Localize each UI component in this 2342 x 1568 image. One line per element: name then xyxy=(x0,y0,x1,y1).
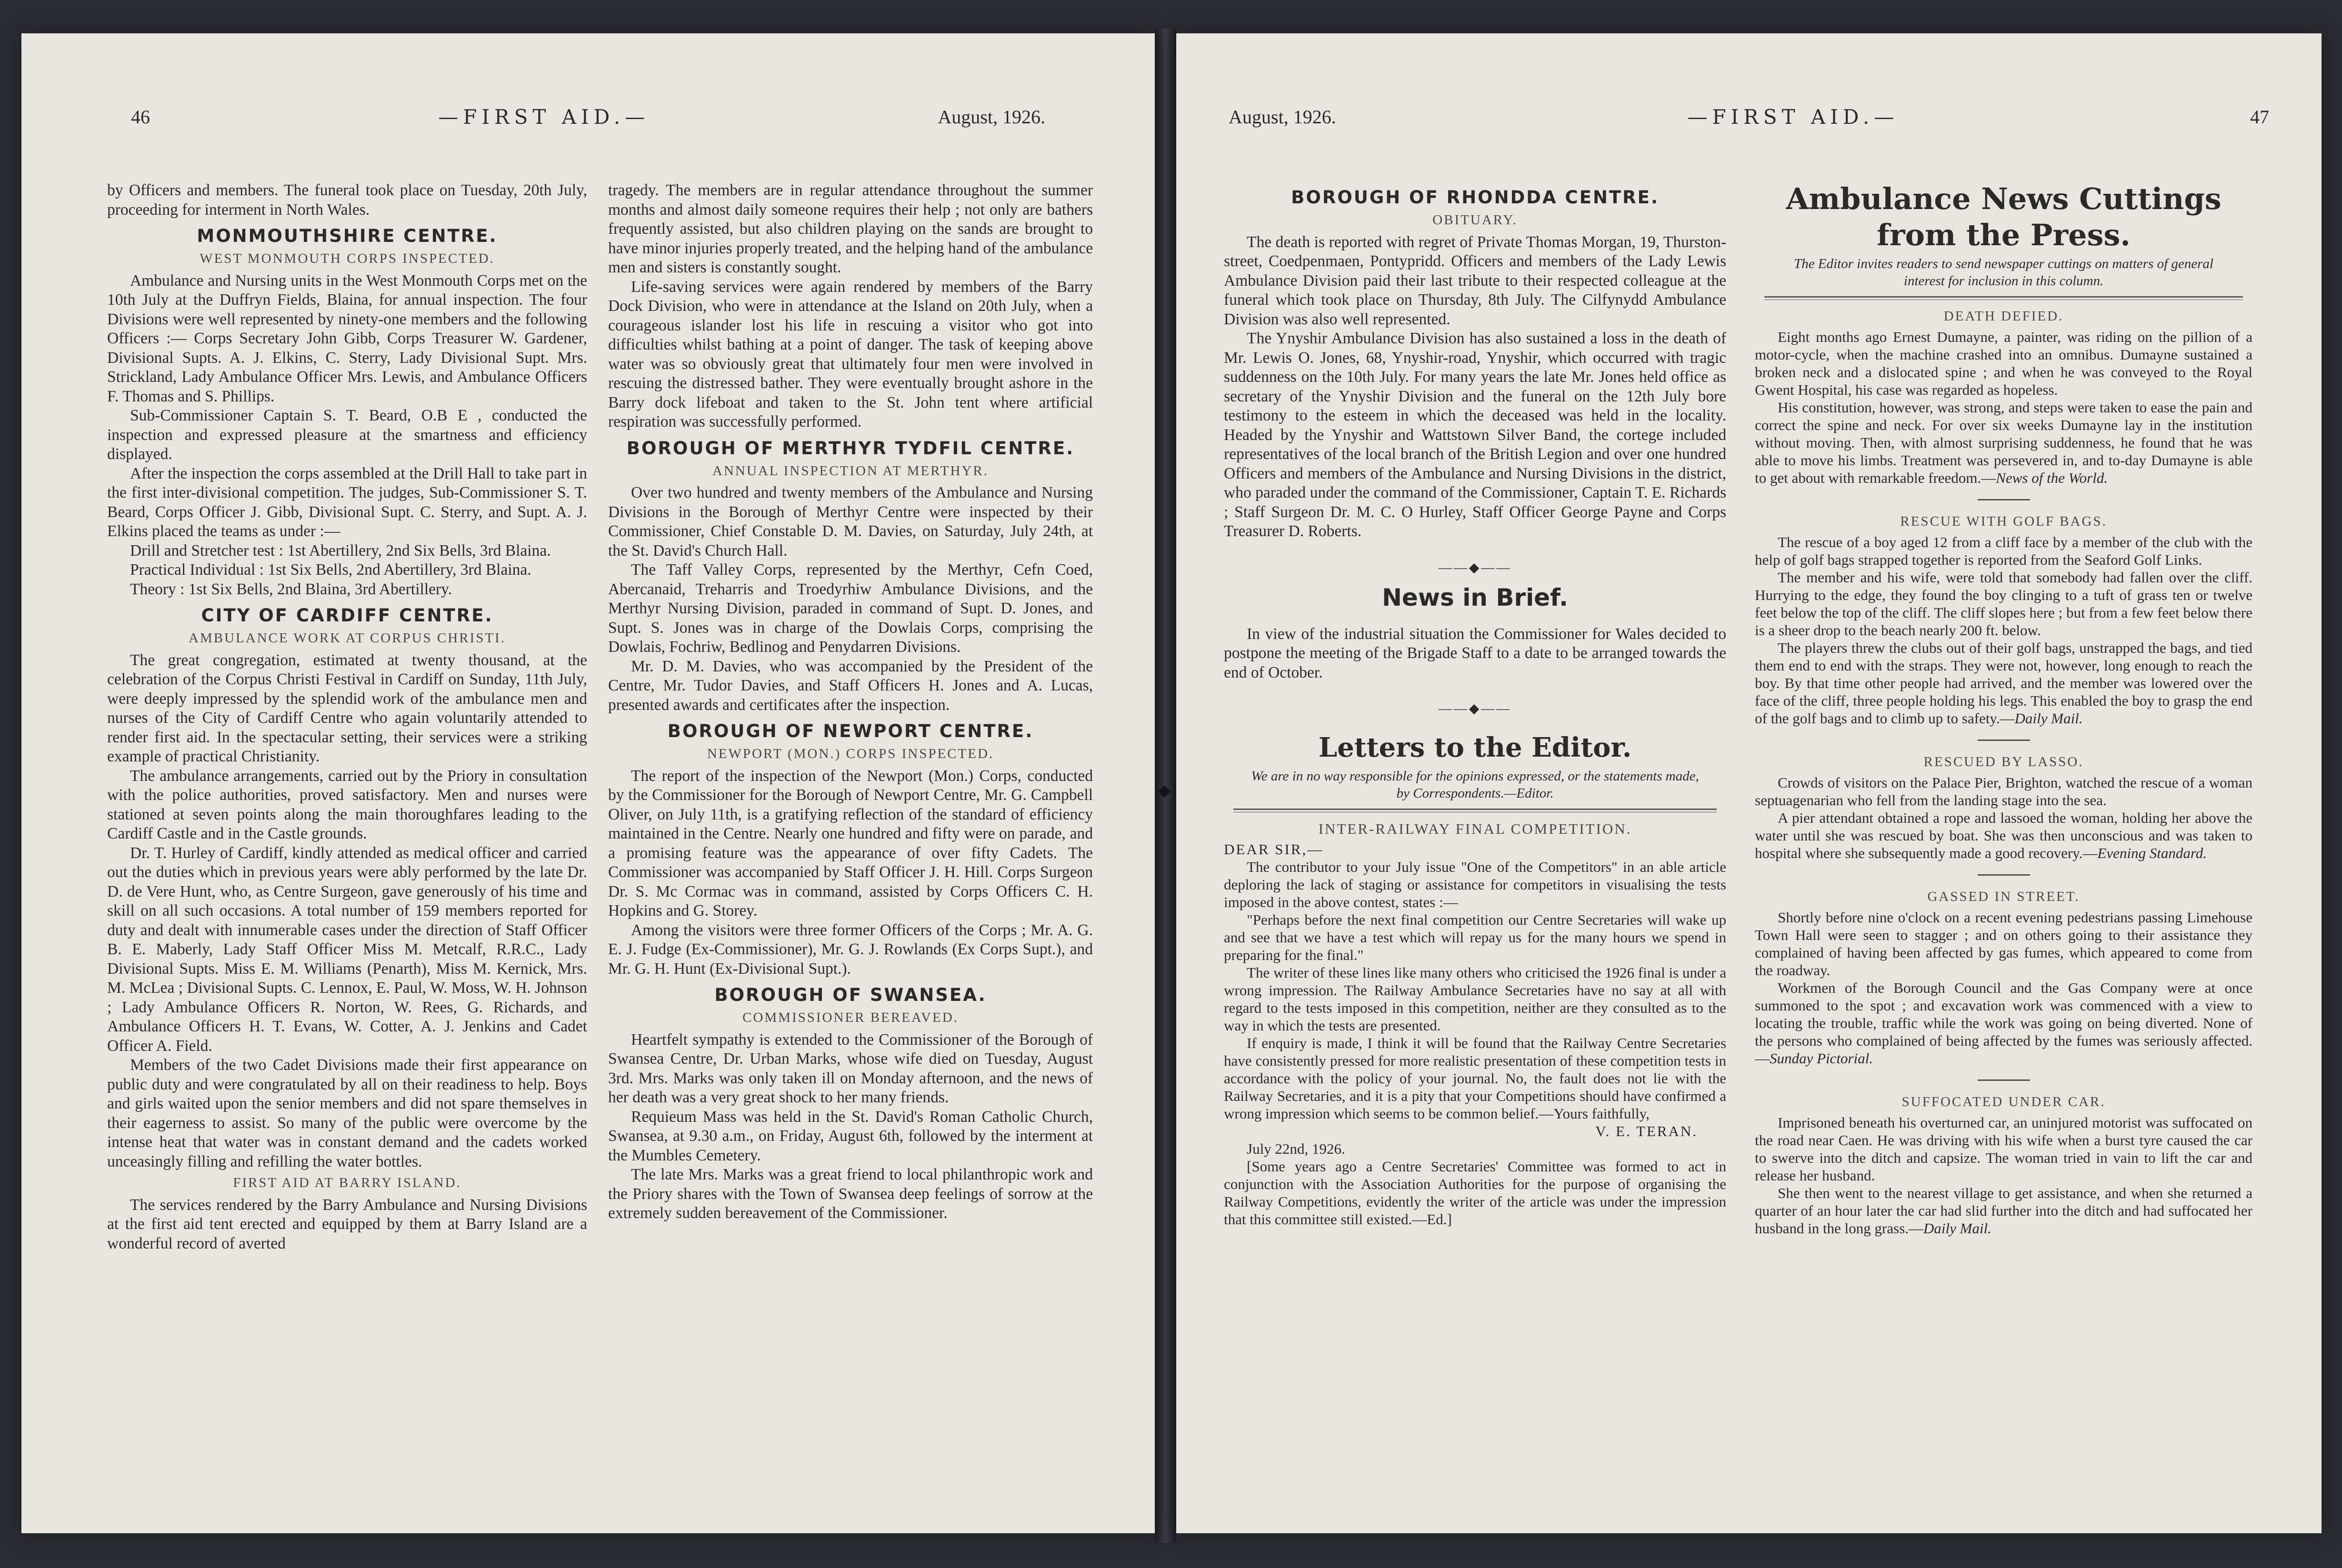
section-subheading: AMBULANCE WORK AT CORPUS CHRISTI. xyxy=(189,630,506,646)
paragraph: Crowds of visitors on the Palace Pier, Brighton, watched the rescue of a woman septuagenarian who fell from the landing stage into the sea. xyxy=(1755,774,2252,809)
section-subheading: COMMISSIONER BEREAVED. xyxy=(742,1010,959,1025)
paragraph: Heartfelt sympathy is extended to the Commissioner of the Borough of Swansea Centre, Dr. Urban Marks, whose wife died on Tuesday, August 3rd. Mrs. Marks was only taken ill on Monday afternoon, and the news of her death was a very great shock to her many friends. xyxy=(608,1030,1093,1106)
running-title: —FIRST AID.— xyxy=(1687,105,1899,129)
paragraph: After the inspection the corps assembled at the Drill Hall to take part in the first inter-divisional competition. The judges, Sub-Commissioner S. T. Beard, Corps Officer J. Gibb, Divisional Supt. C. Sterry, and Supt. A. J. Elkins placed the teams as under :— xyxy=(107,464,587,540)
letters-heading: Letters to the Editor. xyxy=(1318,731,1632,763)
cuttings-invitation: The Editor invites readers to send newspaper cuttings on matters of general interest for inclusion in this column. xyxy=(1794,256,2213,289)
paragraph: The ambulance arrangements, carried out by the Priory in consultation with the police authorities, proved satisfactory. Men and nurses were stationed at seven points along the main thoroughfares leading to the Cardiff Castle and in the Castle grounds. xyxy=(107,767,587,842)
paragraph: Drill and Stretcher test : 1st Abertillery, 2nd Six Bells, 3rd Blaina. xyxy=(130,541,551,559)
paragraph: by Officers and members. The funeral took place on Tuesday, 20th July, proceeding for interment in North Wales. xyxy=(107,181,587,219)
rule xyxy=(1764,296,2243,298)
section-subheading: NEWPORT (MON.) CORPS INSPECTED. xyxy=(707,746,994,761)
paragraph: The late Mrs. Marks was a great friend to local philanthropic work and the Priory shares with the Town of Swansea deep feelings of sorrow at the extremely sudden bereavement of the Commissioner. xyxy=(608,1166,1093,1222)
source-credit: Evening Standard. xyxy=(2097,845,2207,861)
issue-date: August, 1926. xyxy=(938,106,1045,128)
paragraph: The contributor to your July issue "One of the Competitors" in an able article deploring the lack of staging or assistance for competitors in visualising the tests imposed in the above contest, states :— xyxy=(1224,858,1726,910)
letter-title: INTER-RAILWAY FINAL COMPETITION. xyxy=(1318,820,1632,837)
paragraph: The players threw the clubs out of their golf bags, unstrapped the bags, and tied them end to end with the straps. They were not, however, long enough to reach the boy. By that time other people had arrived, and the member was lowered over the face of the cliff, three people holding his legs. This enabled the boy to grasp the end of the golf bags and to climb up to safety.—Daily Mail. xyxy=(1755,639,2252,727)
right-column-2 xyxy=(1755,181,2252,1505)
source-credit: News of the World. xyxy=(1996,469,2108,486)
salutation: DEAR SIR,— xyxy=(1224,840,1324,858)
paragraph: Mr. D. M. Davies, who was accompanied by the President of the Centre, Mr. Tudor Davies, and Staff Officers H. Jones and A. Lucas, presented awards and certificates after the inspection. xyxy=(608,657,1093,714)
left-column-2 xyxy=(608,181,1093,1505)
cutting-heading: GASSED IN STREET. xyxy=(1927,889,2080,904)
paragraph: The rescue of a boy aged 12 from a cliff face by a member of the club with the help of golf bags strapped together is reported from the Seaford Golf Links. xyxy=(1755,534,2252,568)
paragraph: A pier attendant obtained a rope and lassoed the woman, holding her above the water until she was rescued by boat. She was then unconscious and was taken to hospital where she subsequently made a good recovery.—Evening Standard. xyxy=(1755,809,2252,861)
source-credit: Daily Mail. xyxy=(2014,710,2083,727)
paragraph: Practical Individual : 1st Six Bells, 2nd Abertillery, 3rd Blaina. xyxy=(130,561,531,579)
paragraph: The Ynyshir Ambulance Division has also sustained a loss in the death of Mr. Lewis O. Jones, 68, Ynyshir-road, Ynyshir, which occurred with tragic suddenness on the 10th July. For many years the late Mr. Jones held office as secretary of the Ynyshir Division and the funeral on the 12th July bore testimony to the esteem in which the deceased was held in the locality. Headed by the Ynyshir and Wattstown Silver Band, the cortege included representatives of the local branch of the British Legion and over one hundred Officers and members of the Ambulance and Nursing Divisions in the district, who paraded under the command of the Commissioner, Captain T. E. Richards ; Staff Surgeon Dr. M. C. O Hurley, Staff Officer George Payne and Corps Treasurer D. Roberts. xyxy=(1224,330,1726,540)
section-heading: BOROUGH OF SWANSEA. xyxy=(714,985,987,1005)
rule xyxy=(1233,809,1717,810)
section-subheading: OBITUARY. xyxy=(1432,212,1518,228)
right-column-1 xyxy=(1224,181,1726,1505)
section-heading: BOROUGH OF NEWPORT CENTRE. xyxy=(667,721,1034,741)
paragraph: She then went to the nearest village to get assistance, and when she returned a quarter of an hour later the car had slid further into the ditch and had suffocated her husband in the long grass.—Daily Mail. xyxy=(1755,1185,2252,1237)
section-heading: MONMOUTHSHIRE CENTRE. xyxy=(197,226,498,246)
paragraph: The writer of these lines like many others who criticised the 1926 final is under a wrong impression. The Railway Ambulance Secretaries have no say at all with regard to the tests imposed in this competition, neither are they consulted as to the way in which the tests are presented. xyxy=(1224,964,1726,1034)
source-credit: Sunday Pictorial. xyxy=(1770,1050,1873,1067)
section-subheading: ANNUAL INSPECTION AT MERTHYR. xyxy=(712,463,989,479)
left-page xyxy=(21,33,1155,1533)
left-column-1 xyxy=(107,181,587,1505)
ornament-divider: ——◆—— xyxy=(1438,560,1512,575)
page-number: 47 xyxy=(2250,106,2269,128)
cutting-heading: SUFFOCATED UNDER CAR. xyxy=(1902,1094,2106,1109)
issue-date: August, 1926. xyxy=(1229,106,1336,128)
short-rule xyxy=(1978,499,2030,500)
paragraph: Theory : 1st Six Bells, 2nd Blaina, 3rd Abertillery. xyxy=(130,580,452,598)
paragraph: Members of the two Cadet Divisions made their first appearance on public duty and were congratulated by all on their readiness to help. Boys and girls waited upon the senior members and did not spare themselves in their eagerness to assist. So many of the public were overcome by the intense heat that water was in constant demand and the cadets worked unceasingly filling and refilling the water bottles. xyxy=(107,1056,587,1170)
paragraph: tragedy. The members are in regular attendance throughout the summer months and almost daily someone requires their help ; not only are bathers frequently assisted, but also children playing on the sands are brought to have minor injuries properly treated, and the helping hand of the ambulance men and sisters is constantly sought. xyxy=(608,181,1093,276)
paragraph: Shortly before nine o'clock on a recent evening pedestrians passing Limehouse Town Hall were seen to stagger ; and on others going to their assistance they complained of having been affected by gas fumes, which appeared to come from the roadway. xyxy=(1755,909,2252,979)
paragraph: Over two hundred and twenty members of the Ambulance and Nursing Divisions in the Borough of Merthyr Centre were inspected by their Commissioner, Chief Constable D. M. Davies, on Saturday, July 24th, at the St. David's Church Hall. xyxy=(608,484,1093,559)
section-subheading: WEST MONMOUTH CORPS INSPECTED. xyxy=(200,251,495,266)
news-in-brief-heading: News in Brief. xyxy=(1381,584,1569,611)
paragraph: The services rendered by the Barry Ambulance and Nursing Divisions at the first aid tent erected and equipped by them at Barry Island are a wonderful record of averted xyxy=(107,1196,587,1252)
editor-note: [Some years ago a Centre Secretaries' Committee was formed to act in conjunction with the Association Authorities for the purpose of organising the Railway Competitions, evidently the writer of the article was under the impression that this committee still existed.—Ed.] xyxy=(1224,1158,1726,1228)
paragraph: In view of the industrial situation the Commissioner for Wales decided to postpone the meeting of the Brigade Staff to a date to be arranged towards the end of October. xyxy=(1224,625,1726,681)
cutting-heading: RESCUE WITH GOLF BAGS. xyxy=(1900,514,2107,529)
paragraph: Eight months ago Ernest Dumayne, a painter, was riding on the pillion of a motor-cycle, when the machine crashed into an omnibus. Dumayne sustained a broken neck and a dislocated spine ; and when he was conveyed to the Royal Gwent Hospital, his case was regarded as hopeless. xyxy=(1755,329,2252,398)
right-page xyxy=(1176,33,2322,1533)
paragraph: Life-saving services were again rendered by members of the Barry Dock Division, who were in attendance at the Island on 20th July, when a courageous islander lost his life in rescuing a visitor who got into difficulties whilst bathing at a point of danger. The task of keeping above water was so obviously great that ultimately four men were involved in rescuing the distressed bather. They were eventually brought ashore in the Barry dock lifeboat and taken to the St. John tent where artificial respiration was successfully performed. xyxy=(608,278,1093,430)
ornament-divider: ——◆—— xyxy=(1438,701,1512,716)
short-rule xyxy=(1978,739,2030,741)
letter-date: July 22nd, 1926. xyxy=(1247,1140,1345,1157)
paragraph: The member and his wife, were told that somebody had fallen over the cliff. Hurrying to the edge, they found the boy clinging to a tuft of grass ten or twelve feet below the top of the cliff. The cliff slopes here ; but from a few feet below there is a sheer drop to the beach nearly 200 ft. below. xyxy=(1755,569,2252,639)
section-heading: BOROUGH OF MERTHYR TYDFIL CENTRE. xyxy=(626,438,1075,459)
paragraph: The great congregation, estimated at twenty thousand, at the celebration of the Corpus Christi Festival in Cardiff on Sunday, 11th July, were deeply impressed by the splendid work of the ambulance men and nurses of the City of Cardiff Centre who again voluntarily attended to render first aid. In the spectacular setting, their services were a striking example of practical Christianity. xyxy=(107,651,587,765)
paragraph: The report of the inspection of the Newport (Mon.) Corps, conducted by the Commissioner for the Borough of Newport Centre, Mr. G. Campbell Oliver, on July 11th, is a gratifying reflection of the standard of efficiency maintained in the Centre. Nearly one hundred and fifty were on parade, and a promising feature was the appearance of over fifty Cadets. The Commissioner was accompanied by Staff Officer J. H. Hill. Corps Surgeon Dr. S. Mc Cormac was in command, assisted by Corps Officers C. H. Hopkins and G. Storey. xyxy=(608,767,1093,919)
cutting-heading: DEATH DEFIED. xyxy=(1943,309,2064,324)
paragraph: Workmen of the Borough Council and the Gas Company were at once summoned to the spot ; and excavation work was commenced with a view to locating the trouble, traffic while the work was going on being diverted. None of the persons who complained of being affected by the fumes was seriously affected.—Sunday Pictorial. xyxy=(1755,979,2252,1067)
editor-disclaimer: We are in no way responsible for the opinions expressed, or the statements made, by Correspondents.—Editor. xyxy=(1251,768,1699,801)
section-heading: BOROUGH OF RHONDDA CENTRE. xyxy=(1291,187,1659,208)
paragraph: The Taff Valley Corps, represented by the Merthyr, Cefn Coed, Abercanaid, Treharris and Troedyrhiw Ambulance Divisions, and the Merthyr Nursing Division, paraded in command of Supt. D. Jones, and Supt. S. Jones was in charge of the Dowlais Corps, comprising the Dowlais, Fochriw, Bedlinog and Penydarren Divisions. xyxy=(608,561,1093,656)
gutter-mark: ◆ xyxy=(1158,782,1171,799)
signature: V. E. TERAN. xyxy=(1595,1122,1698,1139)
cutting-heading: RESCUED BY LASSO. xyxy=(1923,754,2084,769)
short-rule xyxy=(1978,1079,2030,1081)
cuttings-heading: Ambulance News Cuttings from the Press. xyxy=(1786,181,2222,252)
paragraph: Ambulance and Nursing units in the West Monmouth Corps met on the 10th July at the Duffryn Fields, Blaina, for annual inspection. The four Divisions were well represented by ninety-one members and the following Officers :— Corps Secretary John Gibb, Corps Treasurer W. Gardener, Divisional Supts. A. J. Elkins, C. Sterry, Lady Divisional Supt. Mrs. Strickland, Lady Ambulance Officer Mrs. Lewis, and Ambulance Officers F. Thomas and S. Phillips. xyxy=(107,271,587,405)
page-number: 46 xyxy=(131,106,150,128)
paragraph: Dr. T. Hurley of Cardiff, kindly attended as medical officer and carried out the duties which in previous years were ably performed by the late Dr. D. de Vere Hunt, who, as Centre Surgeon, gave generously of his time and skill on all such occasions. A total number of 159 members reported for duty and dealt with innumerable cases under the direction of Staff Officer B. E. Maberly, Lady Staff Officer Miss M. Metcalf, R.R.C., Lady Divisional Supts. Miss E. M. Williams (Penarth), Miss M. Kernick, Mrs. M. McLea ; Divisional Supts. C. Lennox, E. Paul, W. Moss, W. H. Johnson ; Lady Ambulance Officers R. Norton, W. Rees, G. Richards, and Ambulance Officers H. T. Evans, W. Cotter, A. J. Jenkins and Cadet Officer A. Field. xyxy=(107,844,587,1055)
paragraph: If enquiry is made, I think it will be found that the Railway Centre Secretaries have consistently pressed for more realistic presentation of these competition tests in accordance with the policy of your journal. No, the fault does not lie with the Railway Secretaries, and it is a pity that your Competitions should have confirmed a wrong impression which seems to be common belief.—Yours faithfully, xyxy=(1224,1034,1726,1122)
paragraph: The death is reported with regret of Private Thomas Morgan, 19, Thurston-street, Coedpenmaen, Pontypridd. Officers and members of the Lady Lewis Ambulance Division paid their last tribute to their respected colleague at the funeral which took place on Thursday, 8th July. The Cilfynydd Ambulance Division was also well represented. xyxy=(1224,233,1726,328)
paragraph: Among the visitors were three former Officers of the Corps ; Mr. A. G. E. J. Fudge (Ex-Commissioner), Mr. G. J. Rowlands (Ex Corps Supt.), and Mr. G. H. Hunt (Ex-Divisional Supt.). xyxy=(608,921,1093,978)
right-page-header xyxy=(1176,100,2322,133)
paragraph: Imprisoned beneath his overturned car, an uninjured motorist was suffocated on the road near Caen. He was driving with his wife when a burst tyre caused the car to swerve into the ditch and capsize. The woman tried in vain to lift the car and release her husband. xyxy=(1755,1114,2252,1184)
section-heading: CITY OF CARDIFF CENTRE. xyxy=(201,605,493,626)
paragraph: Requieum Mass was held in the St. David's Roman Catholic Church, Swansea, at 9.30 a.m., on Friday, August 6th, followed by the interment at the Mumbles Cemetery. xyxy=(608,1108,1093,1164)
paragraph: His constitution, however, was strong, and steps were taken to ease the pain and correct the spine and neck. For over six weeks Dumayne lay in the institution without moving. Then, with almost surprising suddenness, he found that he was able to move his limbs. Treatment was persevered in, and to-day Dumayne is able to get about with remarkable freedom.—News of the World. xyxy=(1755,399,2252,486)
quote: "Perhaps before the next final competition our Centre Secretaries will wake up and see that we have a test which will repay us for the many hours we spend in preparing for the final." xyxy=(1224,911,1726,963)
source-credit: Daily Mail. xyxy=(1923,1220,1992,1237)
short-rule xyxy=(1978,874,2030,876)
paragraph: Sub-Commissioner Captain S. T. Beard, O.B E , conducted the inspection and expressed pleasure at the smartness and efficiency displayed. xyxy=(107,407,587,463)
section-subheading: FIRST AID AT BARRY ISLAND. xyxy=(233,1175,461,1190)
left-page-header xyxy=(21,100,1155,133)
running-title: —FIRST AID.— xyxy=(438,105,650,129)
